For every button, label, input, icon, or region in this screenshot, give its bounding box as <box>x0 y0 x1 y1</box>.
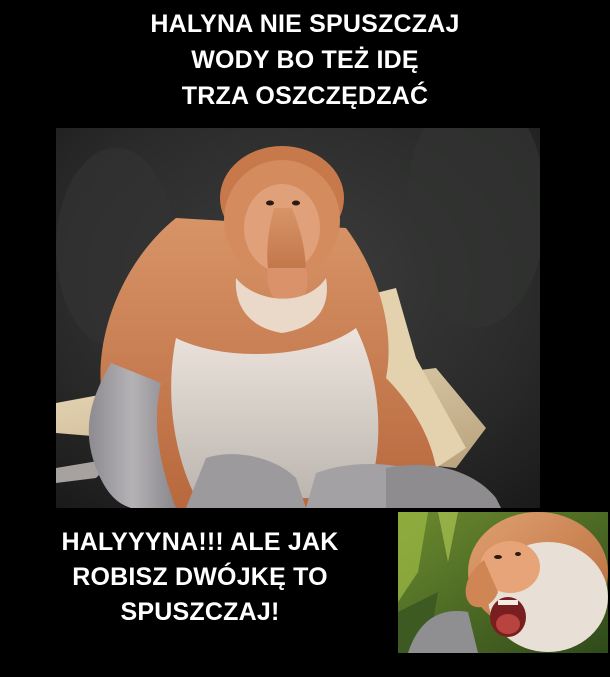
bottom-caption-line-2: ROBISZ DWÓJKĘ TO <box>72 563 328 591</box>
top-caption-line-2: WODY BO TEŻ IDĘ <box>191 46 419 74</box>
bottom-caption <box>10 525 390 630</box>
top-caption-line-1: HALYNA NIE SPUSZCZAJ <box>150 10 460 38</box>
inset-monkey-photo <box>398 512 608 653</box>
main-monkey-illustration <box>56 128 540 508</box>
top-caption-line-3: TRZA OSZCZĘDZAĆ <box>181 82 429 110</box>
main-monkey-photo <box>56 128 540 508</box>
bottom-caption-line-3: SPUSZCZAJ! <box>120 598 280 626</box>
inset-monkey-illustration <box>398 512 608 653</box>
bottom-caption-line-1: HALYYYNA!!! ALE JAK <box>61 528 339 556</box>
top-caption <box>0 6 610 114</box>
